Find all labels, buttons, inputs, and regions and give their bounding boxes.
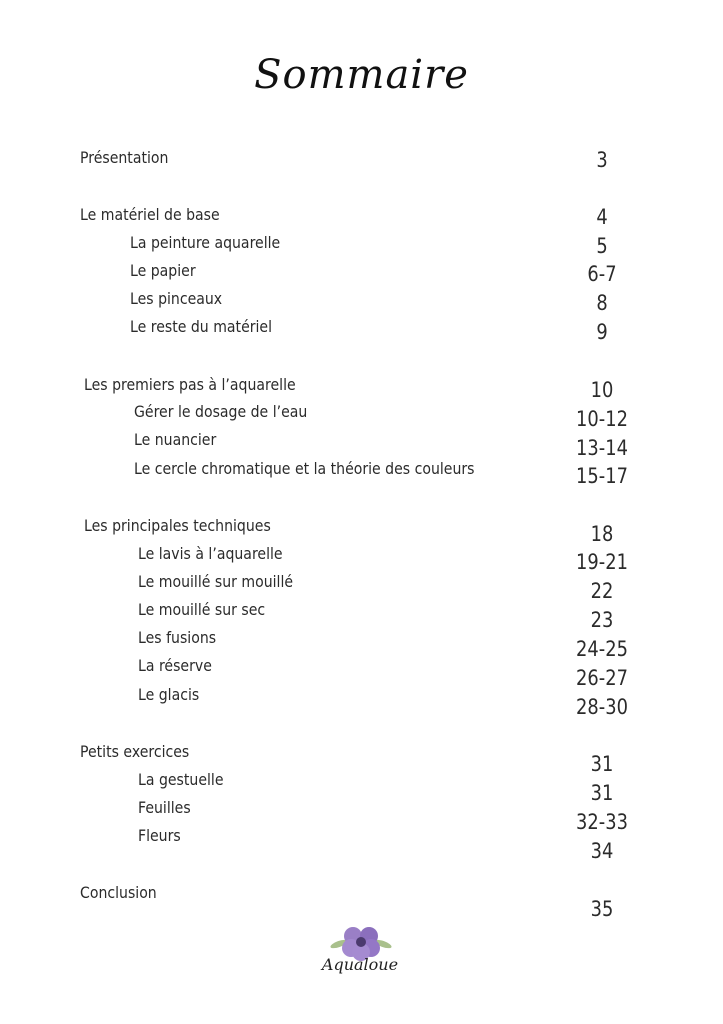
toc-subsection-title: La peinture aquarelle <box>130 233 281 252</box>
toc-subsection-title: La réserve <box>138 656 212 675</box>
toc-subsection-title: Le reste du matériel <box>130 317 273 336</box>
toc-page-number: 22 <box>590 579 614 603</box>
toc-subsection-title: Le papier <box>130 261 196 280</box>
toc-subsection-title: La gestuelle <box>138 770 224 789</box>
toc-page-number: 31 <box>590 781 614 805</box>
toc-page-number: 5 <box>596 234 608 258</box>
toc-page-number: 10-12 <box>576 407 628 431</box>
toc-subsection-title: Feuilles <box>138 798 191 817</box>
toc-page-number: 26-27 <box>576 666 628 690</box>
toc-page-number: 31 <box>590 752 614 776</box>
toc-section-title: Les premiers pas à l’aquarelle <box>84 375 296 394</box>
toc-page-number: 24-25 <box>576 637 628 661</box>
toc-page-number: 19-21 <box>576 550 628 574</box>
toc-page-number: 13-14 <box>576 436 628 460</box>
toc-page-number: 28-30 <box>576 695 628 719</box>
toc-subsection-title: Le mouillé sur mouillé <box>138 572 294 591</box>
toc-subsection-title: Le glacis <box>138 685 200 704</box>
toc-section-title: Les principales techniques <box>84 516 271 535</box>
toc-subsection-title: Le cercle chromatique et la théorie des couleurs <box>134 459 475 478</box>
toc-section-title: Petits exercices <box>80 742 190 761</box>
toc-page-number: 32-33 <box>576 810 628 834</box>
toc-page-number: 15-17 <box>576 464 628 488</box>
toc-page-number: 6-7 <box>587 262 617 286</box>
toc-subsection-title: Le lavis à l’aquarelle <box>138 544 283 563</box>
toc-page-number: 10 <box>590 378 614 402</box>
toc-subsection-title: Les fusions <box>138 628 217 647</box>
page-title: Sommaire <box>254 52 469 98</box>
toc-subsection-title: Le nuancier <box>134 430 217 449</box>
toc-page-number: 35 <box>590 897 614 921</box>
toc-section-title: Le matériel de base <box>80 205 220 224</box>
toc-page-number: 8 <box>596 291 608 315</box>
toc-page-number: 4 <box>596 205 608 229</box>
toc-page-number: 3 <box>596 148 608 172</box>
toc-subsection-title: Gérer le dosage de l’eau <box>134 402 308 421</box>
toc-subsection-title: Les pinceaux <box>130 289 223 308</box>
logo-text: Aqualoue <box>321 955 399 974</box>
toc-subsection-title: Le mouillé sur sec <box>138 600 266 619</box>
toc-subsection-title: Fleurs <box>138 826 181 845</box>
toc-page-number: 23 <box>590 608 614 632</box>
toc-section-title: Conclusion <box>80 883 157 902</box>
toc-section-title: Présentation <box>80 148 169 167</box>
toc-page-number: 34 <box>590 839 614 863</box>
toc-page-number: 18 <box>590 522 614 546</box>
toc-page-number: 9 <box>596 320 608 344</box>
